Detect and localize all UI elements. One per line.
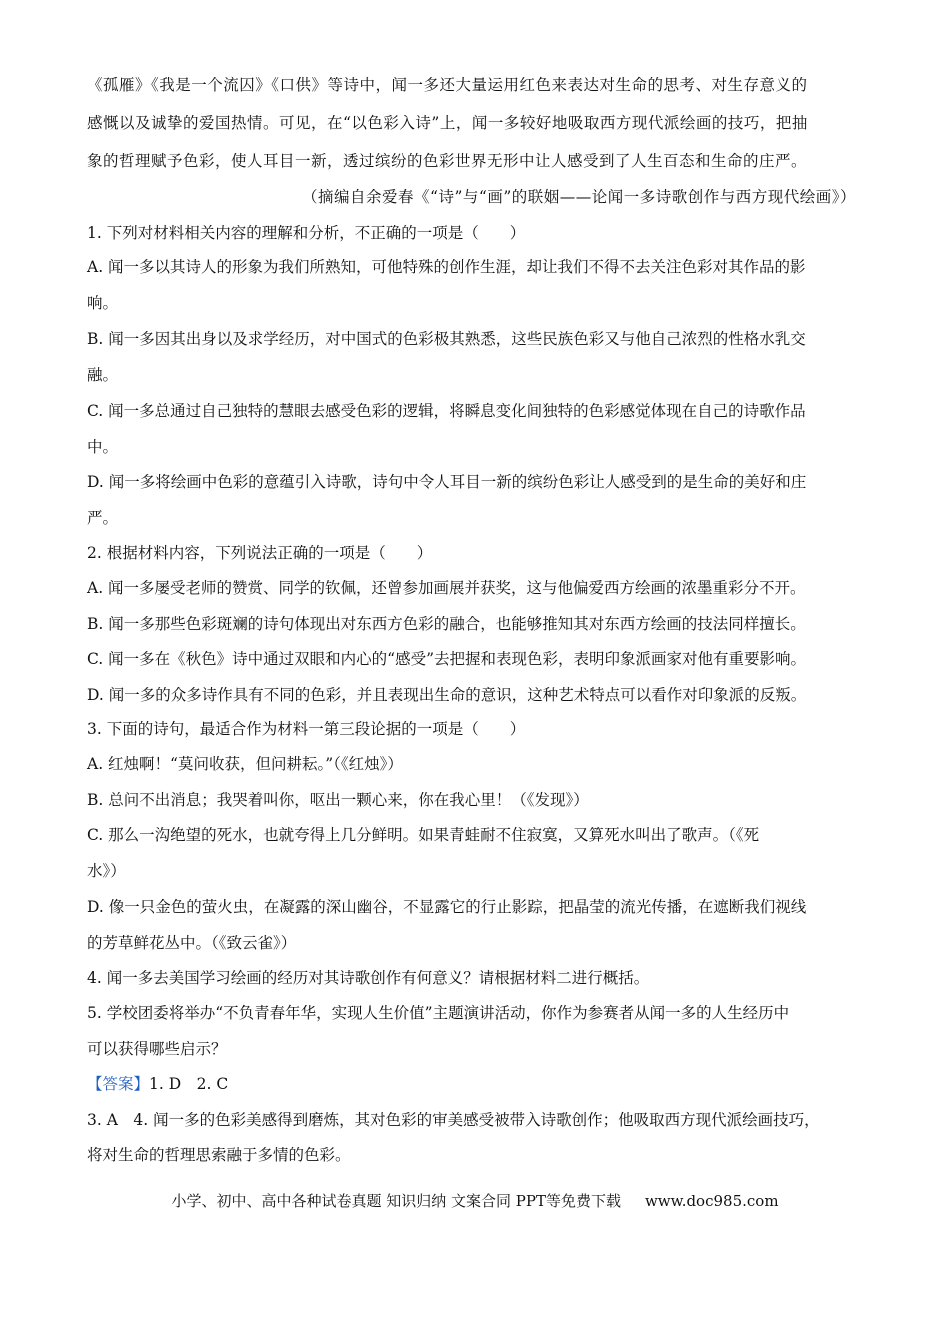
question-4-stem: 4. 闻一多去美国学习绘画的经历对其诗歌创作有何意义？请根据材料二进行概括。: [87, 969, 650, 987]
question-2-option-d: D. 闻一多的众多诗作具有不同的色彩，并且表现出生命的意识，这种艺术特点可以看作对印象派的反叛。: [87, 686, 807, 704]
question-3-option-d: D. 像一只金色的萤火虫，在凝露的深山幽谷，不显露它的行止影踪，把晶莹的流光传播，在遮断我们视线: [87, 898, 807, 916]
question-3-stem: 3. 下面的诗句，最适合作为材料一第三段论据的一项是（ ）: [87, 720, 526, 738]
question-1-option-d-cont: 严。: [87, 509, 119, 527]
question-5-stem: 5. 学校团委将举办“不负青春年华，实现人生价值”主题演讲活动，你作为参赛者从闻一多的人生经历中: [87, 1004, 790, 1022]
page-footer: [0, 1190, 950, 1212]
question-3-option-b: B. 总问不出消息；我哭着叫你，呕出一颗心来，你在我心里！（《发现》）: [87, 791, 589, 809]
footer-url[interactable]: www.doc985.com: [644, 1192, 779, 1210]
passage-source: （摘编自余爱春《“诗”与“画”的联姻——论闻一多诗歌创作与西方现代绘画》）: [302, 188, 856, 206]
question-1-stem: 1. 下列对材料相关内容的理解和分析，不正确的一项是（ ）: [87, 224, 526, 242]
question-2-stem: 2. 根据材料内容，下列说法正确的一项是（ ）: [87, 544, 433, 562]
question-1-option-c: C. 闻一多总通过自己独特的慧眼去感受色彩的逻辑，将瞬息变化间独特的色彩感觉体现在自己的诗歌作品: [87, 402, 806, 420]
answer-values: 1. D 2. C: [149, 1075, 229, 1093]
question-3-option-c: C. 那么一沟绝望的死水，也就夸得上几分鲜明。如果青蛙耐不住寂寞，又算死水叫出了歌声。（《死: [87, 826, 760, 844]
question-1-option-a: A. 闻一多以其诗人的形象为我们所熟知，可他特殊的创作生涯，却让我们不得不去关注色彩对其作品的影: [87, 258, 806, 276]
question-1-option-b-cont: 融。: [87, 366, 119, 384]
question-1-option-c-cont: 中。: [87, 438, 119, 456]
question-3-option-a: A. 红烛啊！“莫问收获，但问耕耘。”（《红烛》）: [87, 755, 403, 773]
question-1-option-a-cont: 响。: [87, 294, 119, 312]
question-2-option-b: B. 闻一多那些色彩斑斓的诗句体现出对东西方色彩的融合，也能够推知其对东西方绘画的技法同样擅长。: [87, 615, 806, 633]
passage-line-3: 象的哲理赋予色彩，使人耳目一新，透过缤纷的色彩世界无形中让人感受到了人生百态和生命的庄严。: [87, 152, 808, 170]
question-3-option-c-cont: 水》）: [87, 862, 126, 880]
question-2-option-a: A. 闻一多屡受老师的赞赏、同学的钦佩，还曾参加画展并获奖，这与他偏爱西方绘画的浓墨重彩分不开。: [87, 579, 806, 597]
question-1-option-d: D. 闻一多将绘画中色彩的意蕴引入诗歌，诗句中令人耳目一新的缤纷色彩让人感受到的是生命的美好和庄: [87, 473, 807, 491]
answer-line-3: 将对生命的哲理思索融于多情的色彩。: [87, 1146, 351, 1164]
question-2-option-c: C. 闻一多在《秋色》诗中通过双眼和内心的“感受”去把握和表现色彩，表明印象派画家对他有重要影响。: [87, 650, 807, 668]
footer-text: 小学、初中、高中各种试卷真题 知识归纳 文案合同 PPT等免费下载: [171, 1192, 621, 1210]
question-5-stem-cont: 可以获得哪些启示？: [87, 1040, 227, 1058]
answer-line-1: [87, 1073, 867, 1095]
passage-line-2: 感慨以及诚挚的爱国热情。可见，在“以色彩入诗”上，闻一多较好地吸取西方现代派绘画的技巧，把抽: [87, 114, 808, 132]
question-3-option-d-cont: 的芳草鲜花丛中。（《致云雀》）: [87, 934, 297, 952]
answer-line-2: 3. A 4. 闻一多的色彩美感得到磨炼，其对色彩的审美感受被带入诗歌创作；他吸取西方现代派绘画技巧，: [87, 1111, 820, 1129]
answer-tag: 【答案】: [87, 1075, 150, 1093]
question-1-option-b: B. 闻一多因其出身以及求学经历，对中国式的色彩极其熟悉，这些民族色彩又与他自己浓烈的性格水乳交: [87, 330, 806, 348]
passage-line-1: 《孤雁》《我是一个流囚》《口供》等诗中，闻一多还大量运用红色来表达对生命的思考、对生存意义的: [87, 76, 808, 94]
